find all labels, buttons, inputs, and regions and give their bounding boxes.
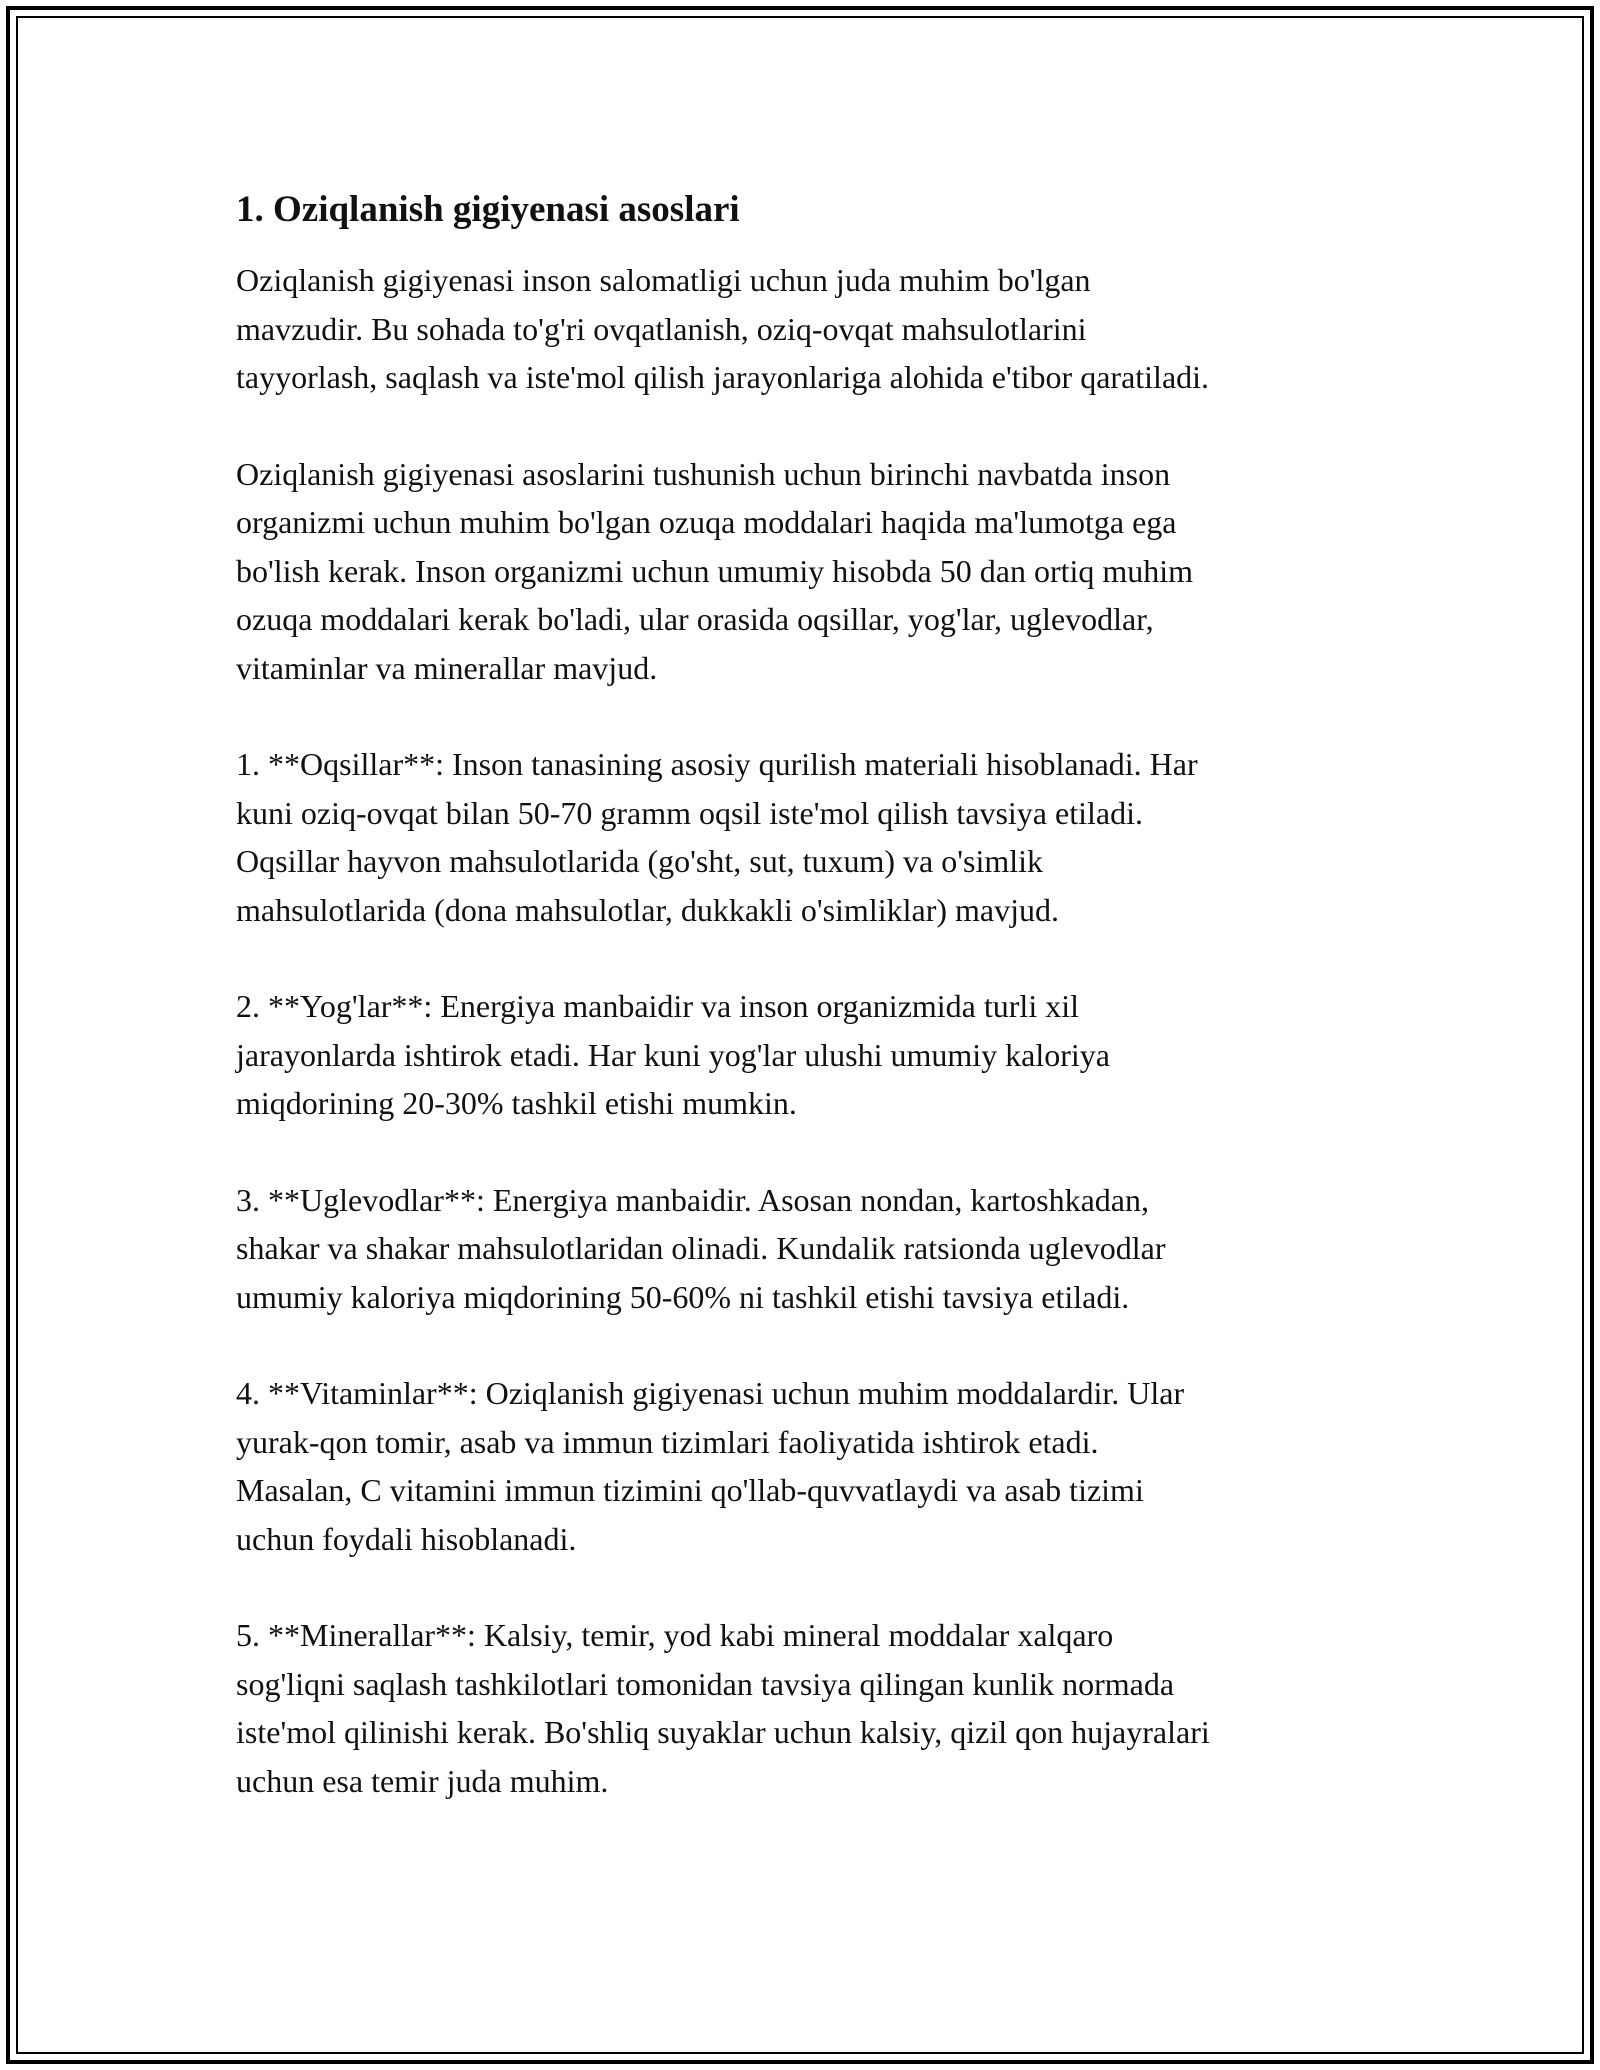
text-line: Oziqlanish gigiyenasi inson salomatligi uchun juda muhim bo'lgan (236, 262, 1091, 298)
list-item-carbohydrates (236, 1176, 1386, 1322)
text-line: organizmi uchun muhim bo'lgan ozuqa moddalari haqida ma'lumotga ega (236, 504, 1177, 540)
list-item-minerals (236, 1611, 1386, 1805)
paragraph-intro (236, 256, 1386, 402)
text-line: uchun esa temir juda muhim. (236, 1762, 609, 1799)
list-item-fats (236, 982, 1386, 1128)
text-line: sog'liqni saqlash tashkilotlari tomonidan tavsiya qilingan kunlik normada (236, 1665, 1175, 1702)
text-line: uchun foydali hisoblanadi. (236, 1520, 577, 1557)
text-line: 4. **Vitaminlar**: Oziqlanish gigiyenasi uchun muhim moddalardir. Ular (236, 1375, 1185, 1411)
text-line: Oziqlanish gigiyenasi asoslarini tushunish uchun birinchi navbatda inson (236, 455, 1171, 492)
text-line: Masalan, C vitamini immun tizimini qo'llab-quvvatlaydi va asab tizimi (236, 1472, 1144, 1508)
text-line: 1. **Oqsillar**: Inson tanasining asosiy qurilish materiali hisoblanadi. Har (236, 746, 1198, 782)
text-line: shakar va shakar mahsulotlaridan olinadi. Kundalik ratsionda uglevodlar (236, 1230, 1166, 1266)
list-item-vitamins (236, 1369, 1386, 1563)
paragraph-nutrients-overview (236, 450, 1386, 693)
list-item-proteins (236, 740, 1386, 934)
text-line: tayyorlash, saqlash va iste'mol qilish jarayonlariga alohida e'tibor qaratiladi. (236, 359, 1210, 395)
text-line: mavzudir. Bu sohada to'g'ri ovqatlanish, oziq-ovqat mahsulotlarini (236, 310, 1087, 347)
text-line: yurak-qon tomir, asab va immun tizimlari faoliyatida ishtirok etadi. (236, 1423, 1099, 1460)
text-line: miqdorining 20-30% tashkil etishi mumkin. (236, 1085, 797, 1121)
text-line: Oqsillar hayvon mahsulotlarida (go'sht, sut, tuxum) va o'simlik (236, 843, 1043, 879)
text-line: ozuqa moddalari kerak bo'ladi, ular orasida oqsillar, yog'lar, uglevodlar, (236, 601, 1154, 637)
document-body (236, 186, 1386, 1853)
text-line: jarayonlarda ishtirok etadi. Har kuni yog'lar ulushi umumiy kaloriya (236, 1036, 1110, 1073)
text-line: vitaminlar va minerallar mavjud. (236, 649, 658, 686)
text-line: 5. **Minerallar**: Kalsiy, temir, yod kabi mineral moddalar xalqaro (236, 1617, 1114, 1653)
text-line: bo'lish kerak. Inson organizmi uchun umumiy hisobda 50 dan ortiq muhim (236, 552, 1194, 589)
text-line: umumiy kaloriya miqdorining 50-60% ni tashkil etishi tavsiya etiladi. (236, 1278, 1130, 1315)
text-line: mahsulotlarida (dona mahsulotlar, dukkakli o'simliklar) mavjud. (236, 891, 1059, 928)
text-line: 2. **Yog'lar**: Energiya manbaidir va inson organizmida turli xil (236, 988, 1079, 1024)
text-line: 3. **Uglevodlar**: Energiya manbaidir. Asosan nondan, kartoshkadan, (236, 1181, 1149, 1218)
text-line: kuni oziq-ovqat bilan 50-70 gramm oqsil iste'mol qilish tavsiya etiladi. (236, 794, 1143, 831)
text-line: iste'mol qilinishi kerak. Bo'shliq suyaklar uchun kalsiy, qizil qon hujayralari (236, 1714, 1210, 1750)
section-heading: 1. Oziqlanish gigiyenasi asoslari (236, 189, 740, 230)
